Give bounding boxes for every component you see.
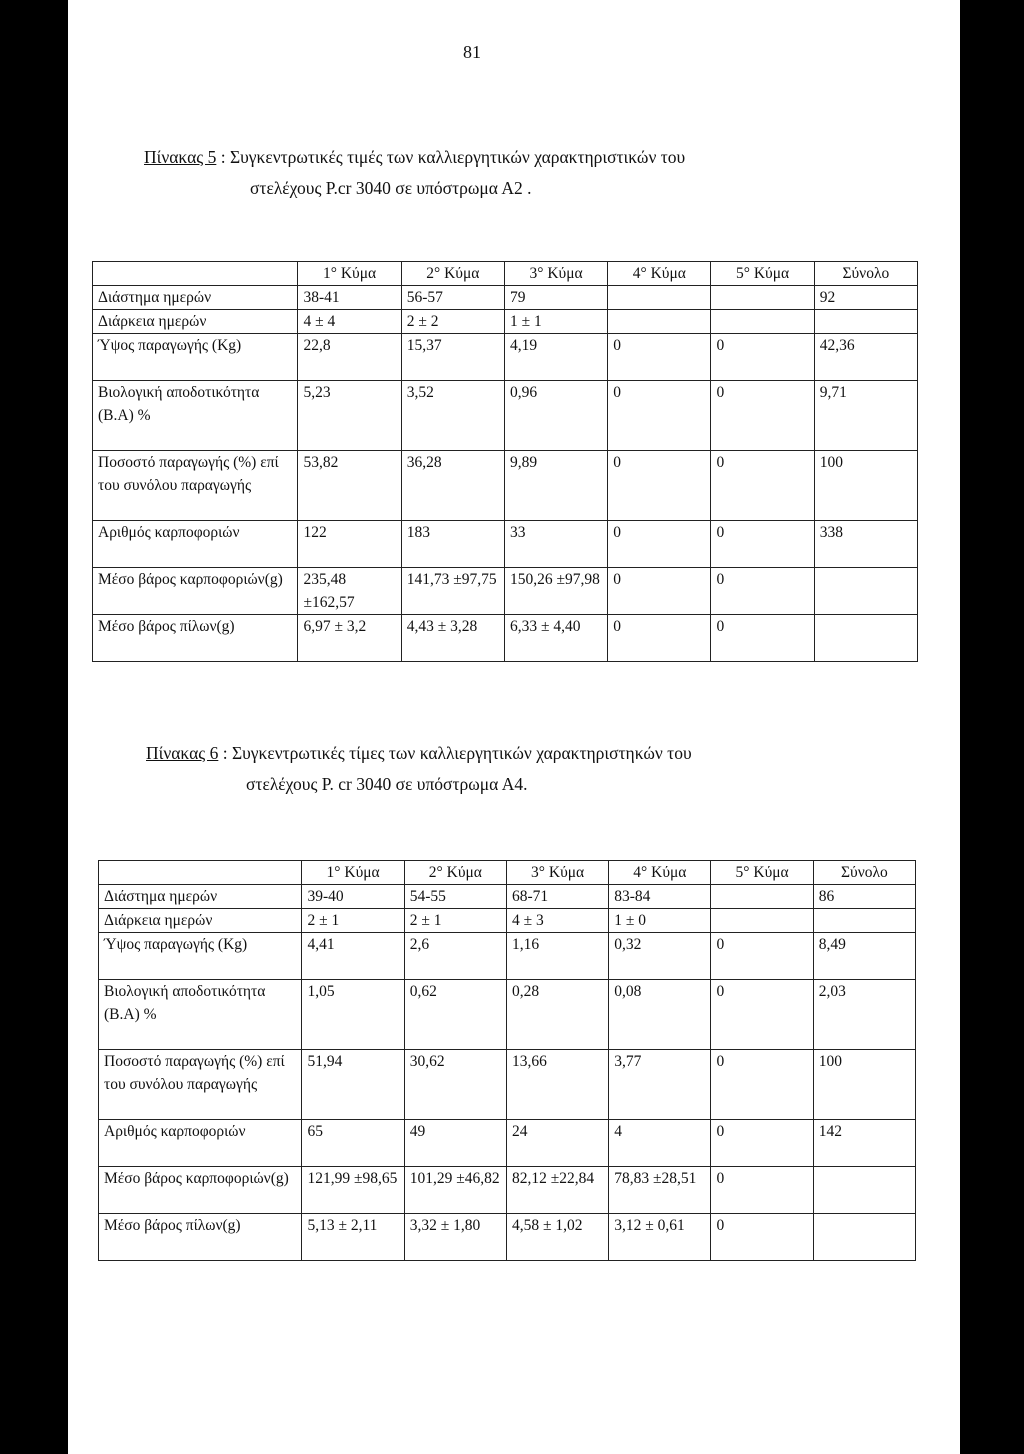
table-cell: 1,05 [302,980,404,1050]
table-cell: 0 [711,334,814,381]
table-cell: 82,12 ±22,84 [506,1167,608,1214]
column-header: 1° Κύμα [298,262,401,286]
table-cell: 0 [711,451,814,521]
column-header: 4° Κύμα [609,861,711,885]
table-row [99,1050,916,1120]
table-cell: 1,16 [506,933,608,980]
table-cell: 38-41 [298,286,401,310]
table6 [98,860,916,1261]
table-cell: 142 [813,1120,915,1167]
table-row [93,334,918,381]
table-cell: 0 [711,933,813,980]
table-cell: 68-71 [506,885,608,909]
table-cell: 24 [506,1120,608,1167]
table-cell: 338 [814,521,917,568]
table-cell: 3,52 [401,381,504,451]
table-cell: 3,32 ± 1,80 [404,1214,506,1261]
table-cell: 15,37 [401,334,504,381]
table5-caption-line2: στελέχους P.cr 3040 σε υπόστρωμα Α2 . [250,178,532,198]
table-row [99,980,916,1050]
table-cell: 2 ± 1 [302,909,404,933]
column-header: 5° Κύμα [711,861,813,885]
table-row [99,909,916,933]
table-row [93,615,918,662]
table-cell: 0 [608,334,711,381]
table-cell: 4,58 ± 1,02 [506,1214,608,1261]
table-cell: 3,12 ± 0,61 [609,1214,711,1261]
column-header: 1° Κύμα [302,861,404,885]
table-cell: 121,99 ±98,65 [302,1167,404,1214]
column-header: 2° Κύμα [404,861,506,885]
table5-caption-text: : Συγκεντρωτικές τιμές των καλλιεργητικών χαρακτηριστικών του [216,147,686,167]
table-cell: 0 [711,568,814,615]
table-cell: 2 ± 1 [404,909,506,933]
table-row [93,451,918,521]
table-cell: 0 [711,1120,813,1167]
row-label: Μέσο βάρος πίλων(g) [99,1214,302,1261]
table-cell: 0 [608,451,711,521]
table-cell: 0 [608,615,711,662]
table-cell: 92 [814,286,917,310]
table-cell: 0 [711,521,814,568]
table-cell: 42,36 [814,334,917,381]
table-cell: 0,32 [609,933,711,980]
table-cell: 4,19 [504,334,607,381]
column-header: 5° Κύμα [711,262,814,286]
table-cell [711,885,813,909]
table-cell: 8,49 [813,933,915,980]
table-cell: 9,71 [814,381,917,451]
table-cell [711,310,814,334]
table-cell: 36,28 [401,451,504,521]
table-header-row [93,262,918,286]
row-label: Διάρκεια ημερών [99,909,302,933]
table-cell: 0,08 [609,980,711,1050]
table-cell: 30,62 [404,1050,506,1120]
table-row [93,310,918,334]
table6-caption-text: : Συγκεντρωτικές τίμες των καλλιεργητικών χαρακτηριστηκών του [218,743,692,763]
table6-caption [146,742,692,764]
table-cell: 2,6 [404,933,506,980]
table-cell: 100 [813,1050,915,1120]
table-cell: 0 [711,381,814,451]
table-cell [814,615,917,662]
table-cell: 33 [504,521,607,568]
table-row [99,1214,916,1261]
table-row [99,1120,916,1167]
table6-caption-line2: στελέχους P. cr 3040 σε υπόστρωμα Α4. [246,774,528,794]
column-header: 4° Κύμα [608,262,711,286]
table-row [99,1167,916,1214]
table-cell: 1 ± 1 [504,310,607,334]
table-cell: 6,97 ± 3,2 [298,615,401,662]
row-label: Ύψος παραγωγής (Kg) [99,933,302,980]
column-header: Σύνολο [814,262,917,286]
table-cell: 0,28 [506,980,608,1050]
row-label: Βιολογική αποδοτικότητα (Β.Α) % [93,381,298,451]
table-row [93,381,918,451]
table-cell: 4,41 [302,933,404,980]
table-cell: 39-40 [302,885,404,909]
column-header: 3° Κύμα [506,861,608,885]
table-cell: 1 ± 0 [609,909,711,933]
table-cell [813,909,915,933]
table-row [93,568,918,615]
table-cell: 79 [504,286,607,310]
header-empty-cell [93,262,298,286]
table-cell: 141,73 ±97,75 [401,568,504,615]
table-cell [608,286,711,310]
table-row [93,521,918,568]
page-number: 81 [463,42,481,62]
table5-caption-label: Πίνακας 5 [144,147,217,167]
row-label: Μέσο βάρος πίλων(g) [93,615,298,662]
table-cell: 6,33 ± 4,40 [504,615,607,662]
table-cell: 4 [609,1120,711,1167]
document-page [68,0,960,1454]
row-label: Διάρκεια ημερών [93,310,298,334]
column-header: 3° Κύμα [504,262,607,286]
table-cell: 13,66 [506,1050,608,1120]
table-cell: 0 [711,1167,813,1214]
column-header: Σύνολο [813,861,915,885]
row-label: Ποσοστό παραγωγής (%) επί του συνόλου παραγωγής [93,451,298,521]
table-cell [813,1167,915,1214]
table-cell: 0 [711,615,814,662]
table-cell: 0 [608,381,711,451]
table-cell: 86 [813,885,915,909]
table-cell: 56-57 [401,286,504,310]
table-cell: 3,77 [609,1050,711,1120]
table-cell: 49 [404,1120,506,1167]
table-cell: 4 ± 4 [298,310,401,334]
table6-caption-label: Πίνακας 6 [146,743,219,763]
table-cell: 78,83 ±28,51 [609,1167,711,1214]
table-cell: 83-84 [609,885,711,909]
row-label: Αριθμός καρποφοριών [99,1120,302,1167]
table-cell: 235,48 ±162,57 [298,568,401,615]
table-cell: 53,82 [298,451,401,521]
column-header: 2° Κύμα [401,262,504,286]
table-cell: 0,62 [404,980,506,1050]
table-cell: 101,29 ±46,82 [404,1167,506,1214]
table-cell: 54-55 [404,885,506,909]
table-cell [813,1214,915,1261]
table-cell: 2,03 [813,980,915,1050]
table-cell: 183 [401,521,504,568]
row-label: Ύψος παραγωγής (Kg) [93,334,298,381]
table-cell: 22,8 [298,334,401,381]
table-cell: 0 [711,980,813,1050]
row-label: Αριθμός καρποφοριών [93,521,298,568]
table-cell [608,310,711,334]
row-label: Μέσο βάρος καρποφοριών(g) [99,1167,302,1214]
table-cell: 0 [608,568,711,615]
table-cell [814,568,917,615]
table-cell: 4 ± 3 [506,909,608,933]
table-row [99,933,916,980]
header-empty-cell [99,861,302,885]
table5 [92,261,918,662]
table-cell: 9,89 [504,451,607,521]
table-cell: 150,26 ±97,98 [504,568,607,615]
row-label: Διάστημα ημερών [99,885,302,909]
table-cell: 51,94 [302,1050,404,1120]
row-label: Μέσο βάρος καρποφοριών(g) [93,568,298,615]
table-cell: 0 [608,521,711,568]
table-cell: 0,96 [504,381,607,451]
table-row [93,286,918,310]
table-cell: 100 [814,451,917,521]
table-cell: 4,43 ± 3,28 [401,615,504,662]
table-cell: 2 ± 2 [401,310,504,334]
table-cell: 0 [711,1050,813,1120]
table-row [99,885,916,909]
table-header-row [99,861,916,885]
table5-caption [144,146,685,168]
table-cell [814,310,917,334]
table-cell: 5,23 [298,381,401,451]
table-cell: 122 [298,521,401,568]
table-cell: 0 [711,1214,813,1261]
table-cell: 5,13 ± 2,11 [302,1214,404,1261]
table-cell [711,286,814,310]
row-label: Διάστημα ημερών [93,286,298,310]
table-cell: 65 [302,1120,404,1167]
row-label: Βιολογική αποδοτικότητα (Β.Α) % [99,980,302,1050]
row-label: Ποσοστό παραγωγής (%) επί του συνόλου παραγωγής [99,1050,302,1120]
table-cell [711,909,813,933]
